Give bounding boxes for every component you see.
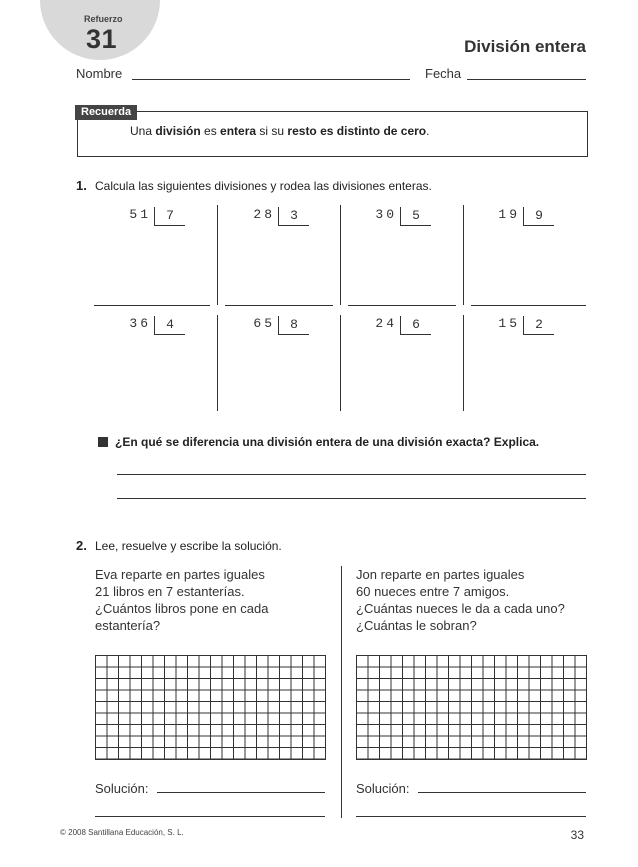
problems-divider xyxy=(341,566,342,818)
column-divider xyxy=(463,315,464,411)
recuerda-tag: Recuerda xyxy=(75,105,137,120)
row-divider xyxy=(348,305,456,306)
badge-number: 31 xyxy=(86,24,118,54)
dividend: 28 xyxy=(253,207,275,222)
name-label: Nombre xyxy=(76,66,123,81)
problem-line: ¿Cuántos libros pone en cada xyxy=(95,601,269,616)
column-divider xyxy=(340,205,341,305)
workspace-grid-left[interactable] xyxy=(95,655,326,760)
dividend: 24 xyxy=(375,316,397,331)
problem-line: ¿Cuántas nueces le da a cada uno? xyxy=(356,601,565,616)
date-label: Fecha xyxy=(425,66,462,81)
problem-line: Jon reparte en partes iguales xyxy=(356,567,525,582)
problem-line: ¿Cuántas le sobran? xyxy=(356,618,477,633)
dividend: 30 xyxy=(375,207,397,222)
followup-question: ¿En qué se diferencia una división entera de una división exacta? Explica. xyxy=(115,435,540,449)
copyright: © 2008 Santillana Educación, S. L. xyxy=(60,828,184,837)
column-divider xyxy=(217,315,218,411)
dividend: 15 xyxy=(498,316,520,331)
name-field[interactable] xyxy=(132,79,410,80)
exercise-1-number: 1. xyxy=(76,178,87,193)
problem-line: Eva reparte en partes iguales xyxy=(95,567,265,582)
divisor: 3 xyxy=(278,207,309,226)
column-divider xyxy=(463,205,464,305)
solution-field-right[interactable] xyxy=(418,792,586,793)
problem-line: 21 libros en 7 estanterías. xyxy=(95,584,245,599)
solution-label-right: Solución: xyxy=(356,781,410,796)
divisor: 2 xyxy=(523,316,554,335)
divisor: 9 xyxy=(523,207,554,226)
date-field[interactable] xyxy=(467,79,586,80)
exercise-1-instruction: Calcula las siguientes divisiones y rodea las divisiones enteras. xyxy=(95,179,432,193)
bullet-square-icon xyxy=(98,437,108,447)
divisor: 4 xyxy=(154,316,185,335)
solution-field-left[interactable] xyxy=(157,792,325,793)
problem-line: 60 nueces entre 7 amigos. xyxy=(356,584,510,599)
answer-line-2[interactable] xyxy=(117,498,586,499)
recuerda-rule: Una división es entera si su resto es distinto de cero. xyxy=(130,124,430,138)
row-divider xyxy=(94,305,210,306)
column-divider xyxy=(217,205,218,305)
exercise-2-instruction: Lee, resuelve y escribe la solución. xyxy=(95,539,282,553)
workspace-grid-right[interactable] xyxy=(356,655,587,760)
column-divider xyxy=(340,315,341,411)
problem-line: estantería? xyxy=(95,618,161,633)
divisor: 5 xyxy=(400,207,431,226)
page-title: División entera xyxy=(464,37,586,56)
row-divider xyxy=(471,305,586,306)
badge-label: Refuerzo xyxy=(84,14,123,24)
dividend: 19 xyxy=(498,207,520,222)
answer-line-1[interactable] xyxy=(117,474,586,475)
row-divider xyxy=(225,305,333,306)
solution-label-left: Solución: xyxy=(95,781,149,796)
dividend: 65 xyxy=(253,316,275,331)
divisor: 8 xyxy=(278,316,309,335)
solution-line-right[interactable] xyxy=(356,816,586,817)
divisor: 7 xyxy=(154,207,185,226)
solution-line-left[interactable] xyxy=(95,816,325,817)
problem-left xyxy=(95,566,268,634)
dividend: 51 xyxy=(129,207,151,222)
page-number: 33 xyxy=(570,828,584,842)
dividend: 36 xyxy=(129,316,151,331)
exercise-2-number: 2. xyxy=(76,538,87,553)
divisor: 6 xyxy=(400,316,431,335)
problem-right xyxy=(356,566,565,634)
